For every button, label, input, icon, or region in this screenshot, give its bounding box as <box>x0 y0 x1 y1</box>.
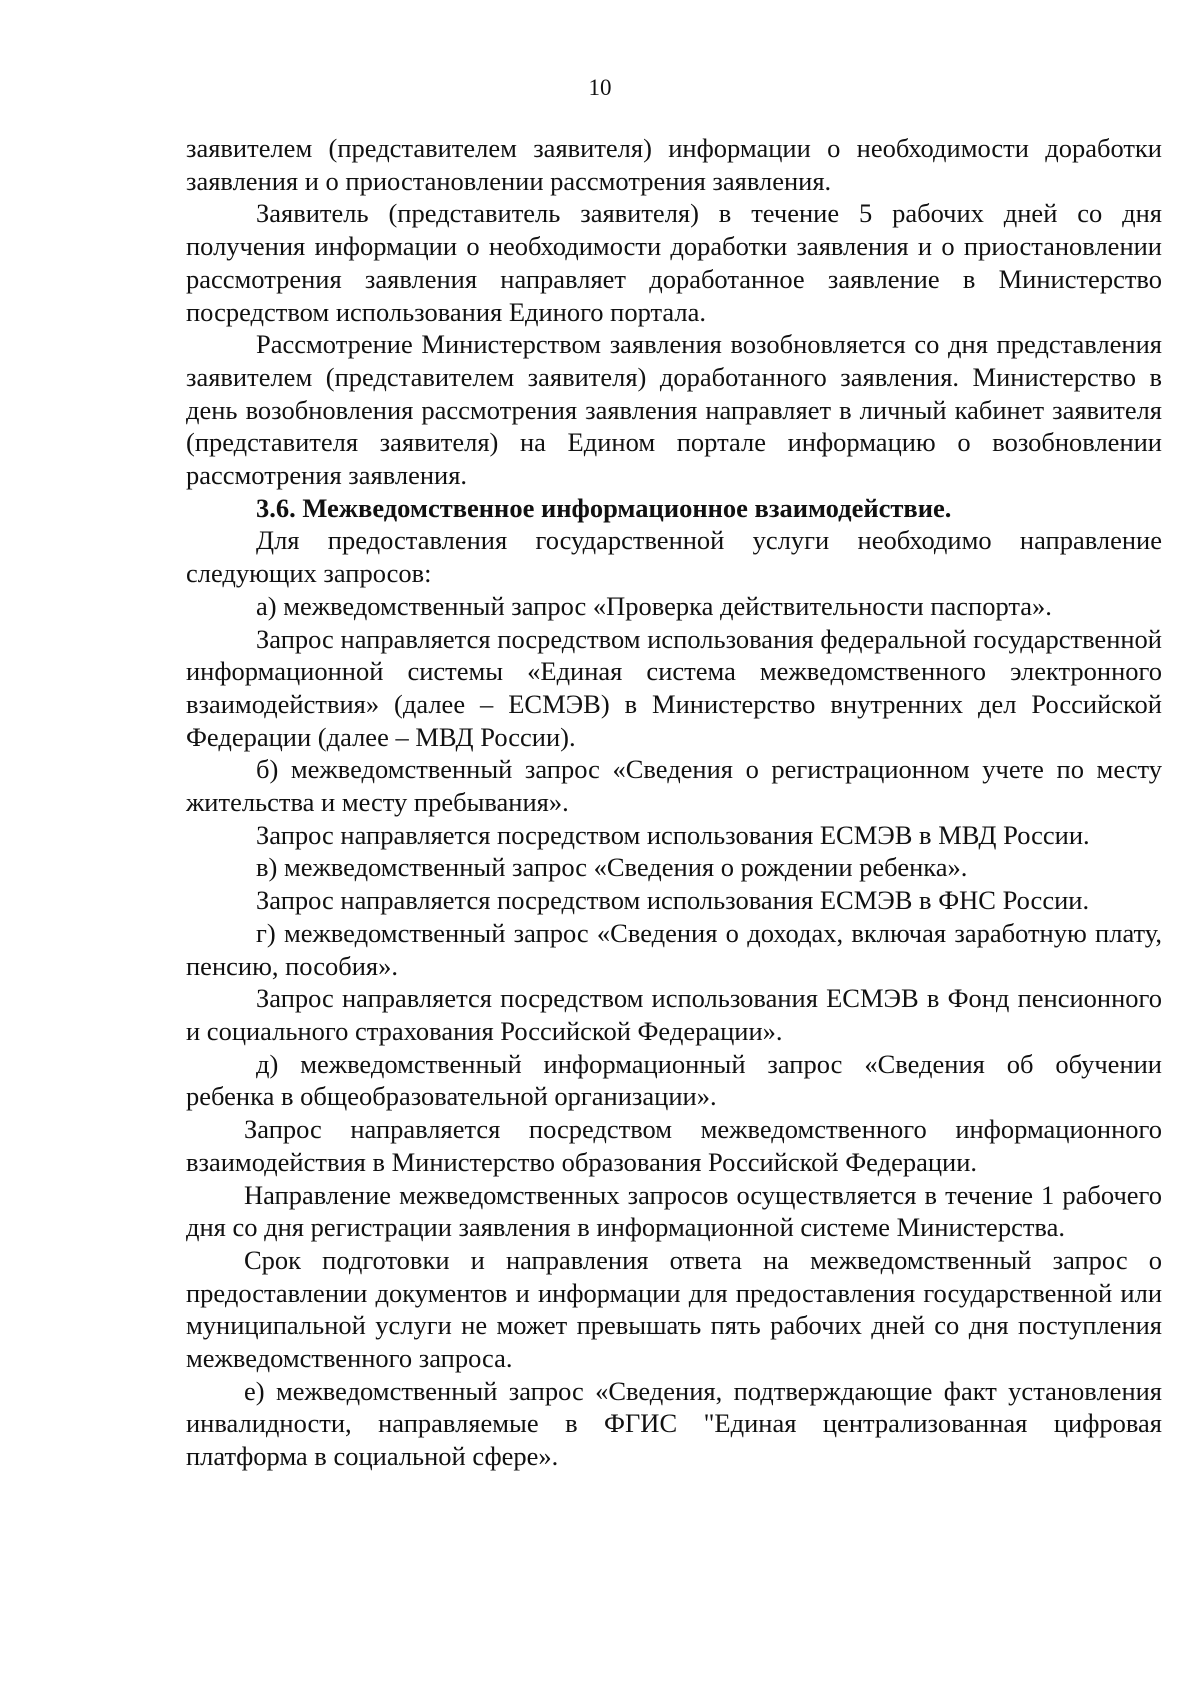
list-item-d: д) межведомственный информационный запрос «Сведения об обучении ребенка в общеобразовательной организации». <box>186 1048 1162 1112</box>
paragraph-request-d-details: Запрос направляется посредством межведомственного информационного взаимодействия в Министерство образования Российской Федерации. <box>186 1114 1162 1177</box>
section-heading-3-6: 3.6. Межведомственное информационное взаимодействие. <box>256 492 952 523</box>
list-item-v: в) межведомственный запрос «Сведения о рождении ребенка». <box>256 852 968 883</box>
paragraph-review-resumption: Рассмотрение Министерством заявления возобновляется со дня представления заявителем (представителем заявителя) доработанного заявления. Министерство в день возобновления рассмотрения заявления направляет в личный кабинет заявителя (представителя заявителя) на Едином портале информацию о возобновлении рассмотрения заявления. <box>186 329 1162 491</box>
paragraph-requests-intro: Для предоставления государственной услуги необходимо направление следующих запросов: <box>186 525 1162 589</box>
document-body <box>186 132 1162 1473</box>
paragraph-applicant-revision: Заявитель (представитель заявителя) в течение 5 рабочих дней со дня получения информации о необходимости доработки заявления и о приостановлении рассмотрения заявления направляет доработанное заявление в Министерство посредством использования Единого портала. <box>186 198 1162 327</box>
list-item-a: а) межведомственный запрос «Проверка действительности паспорта». <box>256 590 1052 621</box>
paragraph-continuation: заявителем (представителем заявителя) информации о необходимости доработки заявления и о приостановлении рассмотрения заявления. <box>186 133 1162 196</box>
paragraph-response-deadline: Срок подготовки и направления ответа на межведомственный запрос о предоставлении документов и информации для предоставления государственной или муниципальной услуги не может превышать пять рабочих дней со дня поступления межведомственного запроса. <box>186 1244 1162 1374</box>
paragraph-request-g-details: Запрос направляется посредством использования ЕСМЭВ в Фонд пенсионного и социального страхования Российской Федерации». <box>186 983 1162 1046</box>
list-item-e: е) межведомственный запрос «Сведения, подтверждающие факт установления инвалидности, направляемые в ФГИС "Единая централизованная цифровая платформа в социальной сфере». <box>186 1375 1162 1472</box>
page-number: 10 <box>588 75 612 100</box>
list-item-g: г) межведомственный запрос «Сведения о доходах, включая заработную плату, пенсию, пособия». <box>186 917 1162 981</box>
paragraph-request-v-details: Запрос направляется посредством использования ЕСМЭВ в ФНС России. <box>256 885 1090 916</box>
paragraph-request-b-details: Запрос направляется посредством использования ЕСМЭВ в МВД России. <box>256 819 1090 850</box>
paragraph-request-a-details: Запрос направляется посредством использования федеральной государственной информационной системы «Единая система межведомственного электронного взаимодействия» (далее – ЕСМЭВ) в Министерство внутренних дел Российской Федерации (далее – МВД России). <box>186 623 1162 752</box>
list-item-b: б) межведомственный запрос «Сведения о регистрационном учете по месту жительства и месту пребывания». <box>186 754 1162 818</box>
paragraph-request-timing: Направление межведомственных запросов осуществляется в течение 1 рабочего дня со дня регистрации заявления в информационной системе Министерства. <box>186 1179 1162 1243</box>
